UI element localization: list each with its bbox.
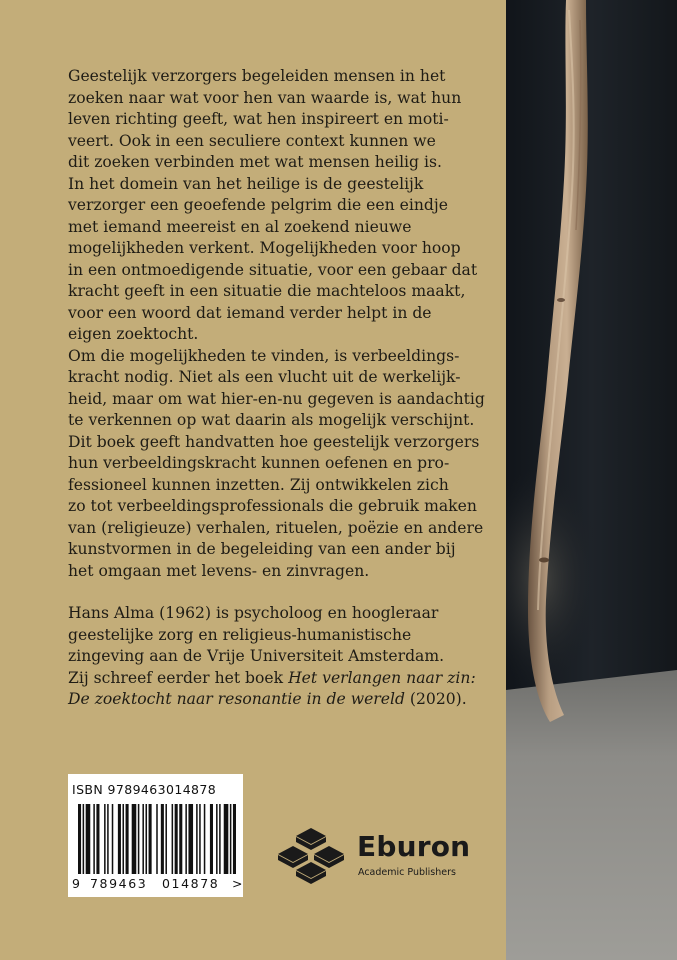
isbn-left-group: 789463	[90, 876, 148, 891]
barcode-bar	[185, 804, 187, 874]
publisher-subtitle: Academic Publishers	[358, 867, 456, 878]
text-line: zo tot verbeeldingsprofessionals die gebruik maken	[68, 497, 477, 515]
barcode-bar	[156, 804, 158, 874]
text-line: verzorger een geoefende pelgrim die een eindje	[68, 196, 448, 214]
isbn-first-digit: 9	[72, 876, 80, 891]
barcode-bar	[96, 804, 99, 874]
blurb-paragraph-2	[68, 174, 493, 346]
text-line: Dit boek geeft handvatten hoe geestelijk verzorgers	[68, 432, 480, 451]
cover-photo-branch	[506, 0, 677, 960]
text-line: in een ontmoedigende situatie, voor een gebaar dat	[68, 260, 478, 279]
text-line: voor een woord dat iemand verder helpt in de	[68, 303, 432, 322]
previous-book-title: Het verlangen naar zin:	[288, 668, 476, 687]
barcode-bar	[83, 804, 85, 874]
barcode-bar	[172, 804, 174, 874]
barcode-bar	[199, 804, 201, 874]
barcode-bar	[161, 804, 164, 874]
blurb-text	[68, 66, 493, 711]
text-line	[68, 668, 493, 690]
barcode-bar	[204, 804, 206, 874]
blurb-paragraph-1	[68, 66, 493, 174]
text-line: van (religieuze) verhalen, rituelen, poëzie en andere	[68, 518, 484, 537]
barcode-bar	[188, 804, 193, 874]
barcode-bar	[126, 804, 129, 874]
blurb-paragraph-3	[68, 346, 493, 583]
text-line: met iemand meereist en al zoekend nieuwe	[68, 217, 412, 236]
barcode-bar	[122, 804, 124, 874]
isbn-label: ISBN 9789463014878	[72, 782, 217, 797]
paragraph-spacer	[68, 582, 493, 603]
text-line: Om die mogelijkheden te vinden, is verbeeldings-	[68, 346, 460, 365]
text-line: heid, maar om wat hier-en-nu gegeven is aandachtig	[68, 389, 485, 408]
barcode-bar	[196, 804, 198, 874]
barcode-bar	[78, 804, 81, 874]
barcode-bar	[93, 804, 95, 874]
stacked-books-icon	[278, 826, 344, 884]
text-line: zingeving aan de Vrije Universiteit Amsterdam.	[68, 647, 445, 665]
barcode-bar	[86, 804, 91, 874]
barcode-bar	[149, 804, 152, 874]
branch-photo-illustration	[506, 0, 677, 960]
barcode-bar	[175, 804, 178, 874]
text-line: eigen zoektocht.	[68, 325, 199, 343]
isbn-barcode	[68, 774, 243, 897]
text-line: kunstvormen in de begeleiding van een ander bij	[68, 540, 456, 558]
barcode-bar	[104, 804, 106, 874]
bio-text: Zij schreef eerder het boek	[68, 668, 289, 687]
barcode-bar	[233, 804, 236, 874]
barcode-bar	[107, 804, 109, 874]
barcode-bar	[112, 804, 114, 874]
barcode-bars-icon	[78, 804, 236, 880]
text-line: veert. Ook in een seculiere context kunnen we	[68, 131, 436, 150]
barcode-bar	[142, 804, 144, 874]
isbn-right-group: 014878	[162, 876, 220, 891]
barcode-bar	[224, 804, 229, 874]
previous-book-subtitle: De zoektocht naar resonantie in de wereld	[68, 690, 405, 708]
barcode-bar	[230, 804, 232, 874]
text-line: Hans Alma (1962) is psycholoog en hoogleraar	[68, 604, 439, 622]
bio-text: (2020).	[404, 690, 467, 708]
text-line: leven richting geeft, wat hen inspireert en moti-	[68, 110, 449, 128]
text-line: het omgaan met levens- en zinvragen.	[68, 561, 370, 580]
text-line: mogelijkheden verkent. Mogelijkheden voor hoop	[68, 239, 461, 257]
text-line: zoeken naar wat voor hen van waarde is, wat hun	[68, 88, 462, 107]
publisher-logo	[278, 826, 498, 886]
barcode-bar	[138, 804, 140, 874]
barcode-bar	[118, 804, 121, 874]
text-line	[68, 689, 493, 711]
barcode-bar	[179, 804, 182, 874]
author-bio	[68, 603, 493, 711]
text-line: geestelijke zorg en religieus-humanistische	[68, 625, 412, 644]
text-line: In het domein van het heilige is de geestelijk	[68, 174, 424, 193]
text-line: fessioneel kunnen inzetten. Zij ontwikkelen zich	[68, 475, 449, 494]
publisher-name: Eburon	[357, 830, 471, 863]
isbn-end-mark: >	[232, 876, 243, 891]
text-line: hun verbeeldingskracht kunnen oefenen en pro-	[68, 454, 450, 472]
barcode-bar	[216, 804, 218, 874]
text-line: kracht nodig. Niet als een vlucht uit de werkelijk-	[68, 368, 461, 386]
text-line: kracht geeft in een situatie die machteloos maakt,	[68, 282, 466, 300]
text-line: te verkennen op wat daarin als mogelijk verschijnt.	[68, 411, 475, 429]
barcode-bar	[219, 804, 221, 874]
barcode-bar	[132, 804, 137, 874]
text-line: Geestelijk verzorgers begeleiden mensen in het	[68, 67, 446, 85]
text-line: dit zoeken verbinden met wat mensen heilig is.	[68, 153, 442, 171]
barcode-bar	[165, 804, 167, 874]
barcode-bar	[146, 804, 148, 874]
barcode-bar	[210, 804, 213, 874]
